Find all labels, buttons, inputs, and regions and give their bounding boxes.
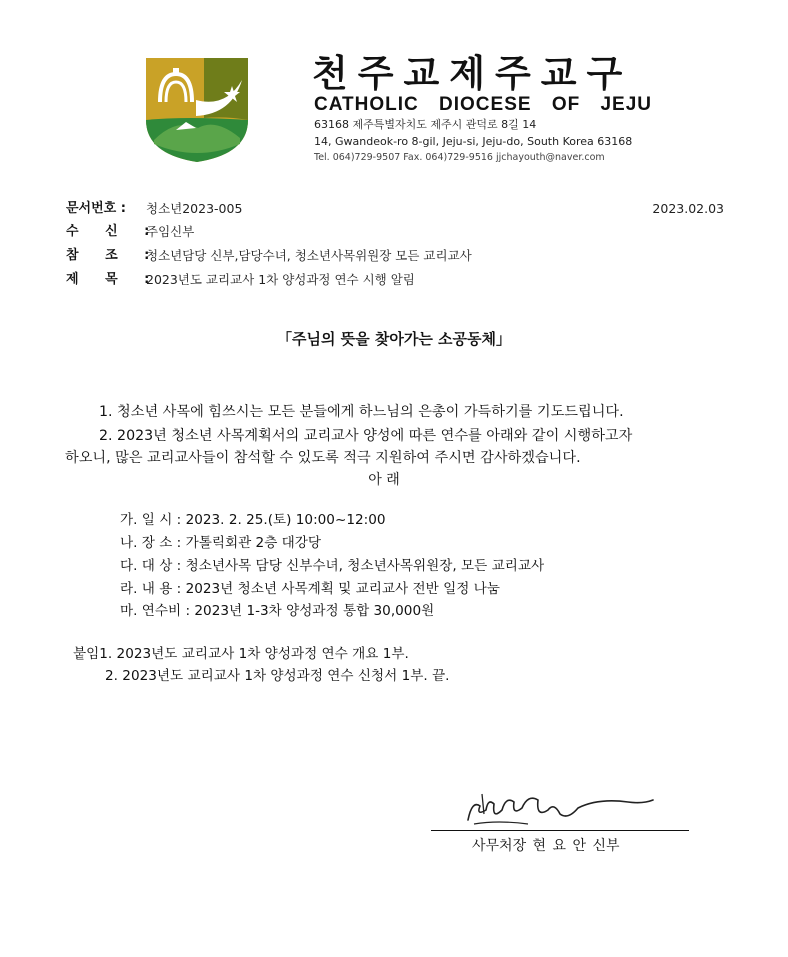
item-content: 라. 내 용 : 2023년 청소년 사목계획 및 교리교사 전반 일정 나눔 [120,581,500,597]
reference: 청소년담당 신부,담당수녀, 청소년사목위원장 모든 교리교사 [146,248,472,263]
item-datetime: 가. 일 시 : 2023. 2. 25.(토) 10:00~12:00 [120,512,386,528]
item-target: 다. 대 상 : 청소년사목 담당 신부수녀, 청소년사목위원장, 모든 교리교사 [120,558,545,574]
doc-date: 2023.02.03 [652,201,724,216]
motto: 「주님의 뜻을 찾아가는 소공동체」 [276,330,512,348]
address-english: 14, Gwandeok-ro 8-gil, Jeju-si, Jeju-do, South Korea 63168 [314,135,633,148]
signature-line [431,830,689,831]
signer-name: 사무처장 현 요 안 신부 [472,838,620,854]
below-heading: 아 래 [368,472,400,488]
organization-name-korean: 천주교제주교구 [312,52,633,95]
paragraph-2-line-2: 하오니, 많은 교리교사들이 참석할 수 있도록 적극 지원하여 주시면 감사하겠습니다. [65,450,581,466]
subject: 2023년도 교리교사 1차 양성과정 연수 시행 알림 [146,272,415,287]
paragraph-1: 1. 청소년 사목에 힘쓰시는 모든 분들에게 하느님의 은총이 가득하기를 기도드립니다. [99,404,624,420]
item-fee: 마. 연수비 : 2023년 1-3차 양성과정 통합 30,000원 [120,603,435,619]
diocese-logo-icon [146,58,248,162]
attachment-2: 2. 2023년도 교리교사 1차 양성과정 연수 신청서 1부. 끝. [105,668,450,684]
reference-label: 참 조 : [66,248,150,263]
subject-label: 제 목 : [66,272,150,287]
paragraph-2-line-1: 2. 2023년 청소년 사목계획서의 교리교사 양성에 따른 연수를 아래와 같이 시행하고자 [99,428,633,444]
handwritten-signature [458,780,658,832]
recipient: 주임신부 [146,224,195,239]
organization-name-english: CATHOLIC DIOCESE OF JEJU [314,94,653,115]
attachment-1: 붙임1. 2023년도 교리교사 1차 양성과정 연수 개요 1부. [73,646,409,662]
item-location: 나. 장 소 : 가톨릭회관 2층 대강당 [120,535,322,551]
doc-number-label: 문서번호 : [66,201,126,216]
contact-info: Tel. 064)729-9507 Fax. 064)729-9516 jjchayouth@naver.com [314,152,605,163]
doc-number: 청소년2023-005 [146,201,243,216]
address-korean: 63168 제주특별자치도 제주시 관덕로 8길 14 [314,118,537,131]
recipient-label: 수 신 : [66,224,150,239]
